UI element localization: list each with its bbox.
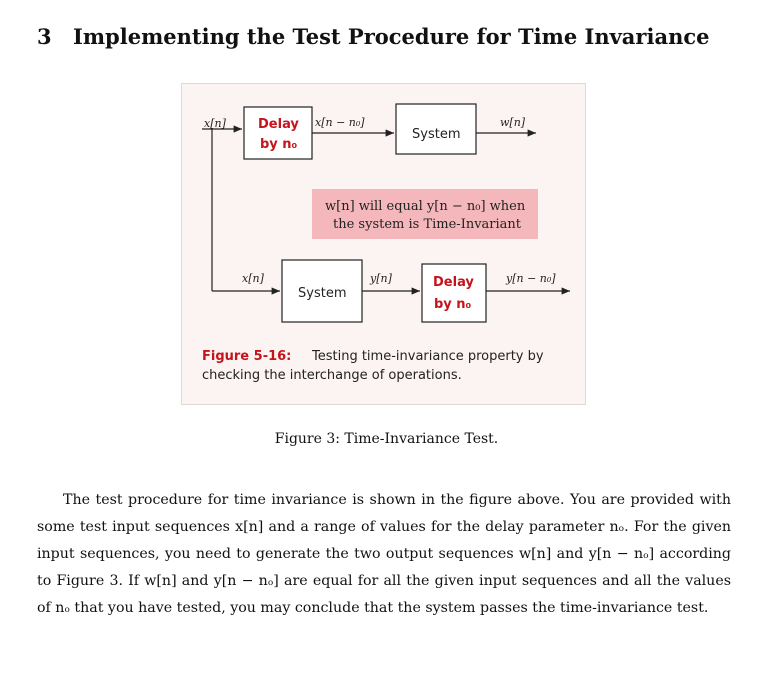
top-output-label: w[n]	[500, 116, 526, 129]
bottom-output-label: y[n − n₀]	[506, 272, 556, 285]
section-heading	[37, 24, 709, 49]
top-delay-line1: Delay	[258, 117, 299, 132]
inner-caption-line1: Testing time-invariance property by	[312, 349, 544, 364]
figure-panel	[181, 83, 586, 405]
body-paragraph	[37, 487, 731, 622]
bottom-input-label: x[n]	[242, 272, 264, 285]
top-system-label: System	[412, 127, 461, 142]
paragraph-text: The test procedure for time invariance is shown in the figure above. You are provided with some test input sequences x[n] and a range of values for the delay parameter nₒ. For the given input sequences, you need to generate the two output sequences w[n] and y[n − nₒ] according to Figure 3. If w[n] and y[n − nₒ] are equal for all the given input sequences and all the values of nₒ that you have tested, you may conclude that the system passes the time-invariance test.	[37, 492, 731, 616]
note-line2: the system is Time-Invariant	[333, 217, 522, 232]
figure-caption: Figure 3: Time-Invariance Test.	[274, 431, 499, 447]
inner-caption-label: Figure 5-16:	[202, 349, 292, 364]
bottom-delay-line1: Delay	[433, 275, 474, 290]
section-number: 3	[37, 24, 52, 49]
bottom-system-label: System	[298, 286, 347, 301]
block-diagram	[182, 84, 585, 404]
top-delay-line2: by n₀	[260, 137, 298, 152]
bottom-mid-label: y[n]	[370, 272, 392, 285]
top-delayed-label: x[n − n₀]	[315, 116, 365, 129]
top-input-label: x[n]	[204, 117, 226, 130]
section-title: Implementing the Test Procedure for Time Invariance	[73, 24, 710, 49]
inner-caption-line2: checking the interchange of operations.	[202, 368, 462, 383]
bottom-delay-box	[422, 264, 486, 322]
note-line1: w[n] will equal y[n − n₀] when	[325, 199, 526, 214]
bottom-delay-line2: by n₀	[434, 297, 472, 312]
